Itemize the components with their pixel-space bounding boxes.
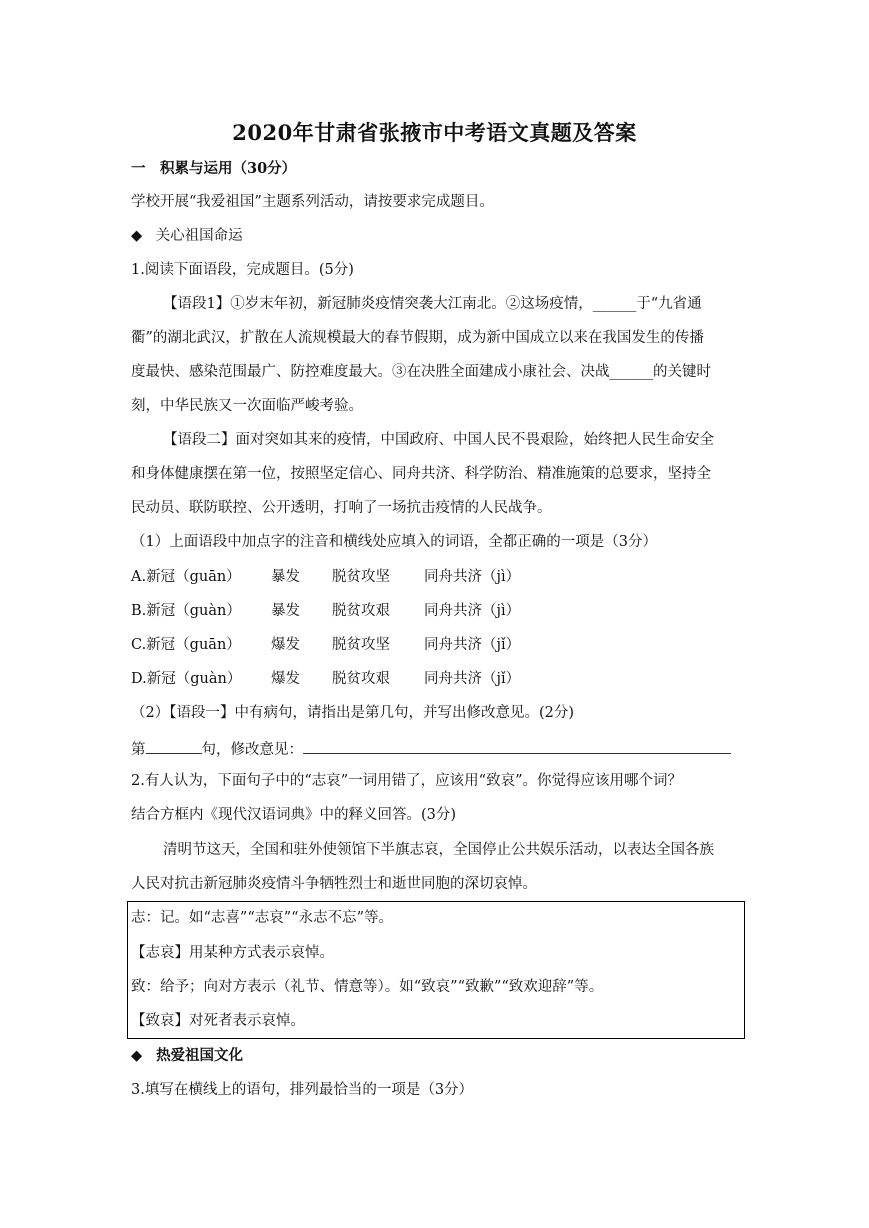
q1-para1-line: 衢”的湖北武汉，扩散在人流规模最大的春节假期，成为新中国成立以来在我国发生的传播 xyxy=(131,330,704,346)
q1-para1-line: 【语段1】①岁末年初，新冠肺炎疫情突袭大江南北。②这场疫情，______于“九省通 xyxy=(163,296,702,312)
q1-sub2-stem: （2）【语段一】中有病句，请指出是第几句，并写出修改意见。(2分) xyxy=(131,705,575,721)
section-heading: 一 积累与运用（30分） xyxy=(131,160,297,177)
diamond-bullet-icon: ◆ xyxy=(131,228,143,244)
dictionary-entry: 【致哀】对死者表示哀悼。 xyxy=(131,1013,305,1029)
option-a xyxy=(131,567,520,587)
option-a-word3: 同舟共济（jì） xyxy=(424,569,521,585)
option-a-word2: 脱贫攻坚 xyxy=(332,569,390,585)
q1-para2-line: 和身体健康摆在第一位，按照坚定信心、同舟共济、科学防治、精准施策的总要求，坚持全 xyxy=(131,466,711,482)
page-title: 2020年甘肃省张掖市中考语文真题及答案 xyxy=(232,120,637,145)
option-d xyxy=(131,669,520,689)
dictionary-entry: 【志哀】用某种方式表示哀悼。 xyxy=(131,945,334,961)
option-d-word2: 脱贫攻艰 xyxy=(332,671,390,687)
subsection-1-label: 关心祖国命运 xyxy=(155,228,243,244)
subsection-2 xyxy=(131,1046,243,1066)
q2-stem-line: 结合方框内《现代汉语词典》中的释义回答。(3分) xyxy=(131,807,457,823)
option-d-word1: 爆发 xyxy=(271,671,300,687)
option-b xyxy=(131,601,520,621)
answer-prefix: 第 xyxy=(131,742,146,758)
option-c-word2: 脱贫攻坚 xyxy=(332,637,390,653)
q1-para2-line: 民动员、联防联控、公开透明，打响了一场抗击疫情的人民战争。 xyxy=(131,500,552,516)
option-d-word3: 同舟共济（jǐ） xyxy=(424,671,521,687)
option-c-pinyin: C.新冠（guān） xyxy=(131,637,241,653)
answer-mid: 句，修改意见： xyxy=(201,742,303,758)
dictionary-entry: 志：记。如“志喜”“志哀”“永志不忘”等。 xyxy=(131,910,393,926)
dictionary-entry: 致：给予；向对方表示（礼节、情意等）。如“致哀”“致歉”“致欢迎辞”等。 xyxy=(131,979,604,995)
option-c-word1: 爆发 xyxy=(271,637,300,653)
q1-para1-line: 刻，中华民族又一次面临严峻考验。 xyxy=(131,398,363,414)
option-c xyxy=(131,635,520,655)
option-c-word3: 同舟共济（jǐ） xyxy=(424,637,521,653)
diamond-bullet-icon: ◆ xyxy=(131,1047,143,1064)
option-b-pinyin: B.新冠（guàn） xyxy=(131,603,241,619)
revision-blank[interactable] xyxy=(303,737,731,754)
q1-sub1-stem: （1）上面语段中加点字的注音和横线处应填入的词语，全都正确的一项是（3分） xyxy=(131,534,657,550)
q1-answer-row xyxy=(131,737,731,760)
option-a-pinyin: A.新冠（guān） xyxy=(131,569,241,585)
q3-stem: 3.填写在横线上的语句，排列最恰当的一项是（3分） xyxy=(131,1082,474,1098)
option-b-word2: 脱贫攻艰 xyxy=(332,603,390,619)
q2-stem-line: 2.有人认为，下面句子中的“志哀”一词用错了，应该用“致哀”。你觉得应该用哪个词？ xyxy=(131,773,682,789)
subsection-1 xyxy=(131,226,243,246)
option-b-word3: 同舟共济（jì） xyxy=(424,603,521,619)
q1-para1-line: 度最快、感染范围最广、防控难度最大。③在决胜全面建成小康社会、决战______的关键时 xyxy=(131,364,711,380)
q1-stem: 1.阅读下面语段，完成题目。(5分) xyxy=(131,262,354,278)
option-a-word1: 暴发 xyxy=(271,569,300,585)
option-b-word1: 暴发 xyxy=(271,603,300,619)
subsection-2-label: 热爱祖国文化 xyxy=(156,1047,244,1064)
q2-passage-line: 人民对抗击新冠肺炎疫情斗争牺牲烈士和逝世同胞的深切哀悼。 xyxy=(131,876,537,892)
option-d-pinyin: D.新冠（guàn） xyxy=(131,671,242,687)
q1-para2-line: 【语段二】面对突如其来的疫情，中国政府、中国人民不畏艰险，始终把人民生命安全 xyxy=(163,432,714,448)
intro-text: 学校开展“我爱祖国”主题系列活动，请按要求完成题目。 xyxy=(131,194,494,210)
q2-passage-line: 清明节这天，全国和驻外使领馆下半旗志哀，全国停止公共娱乐活动，以表达全国各族 xyxy=(163,842,714,858)
sentence-number-blank[interactable] xyxy=(146,737,202,754)
